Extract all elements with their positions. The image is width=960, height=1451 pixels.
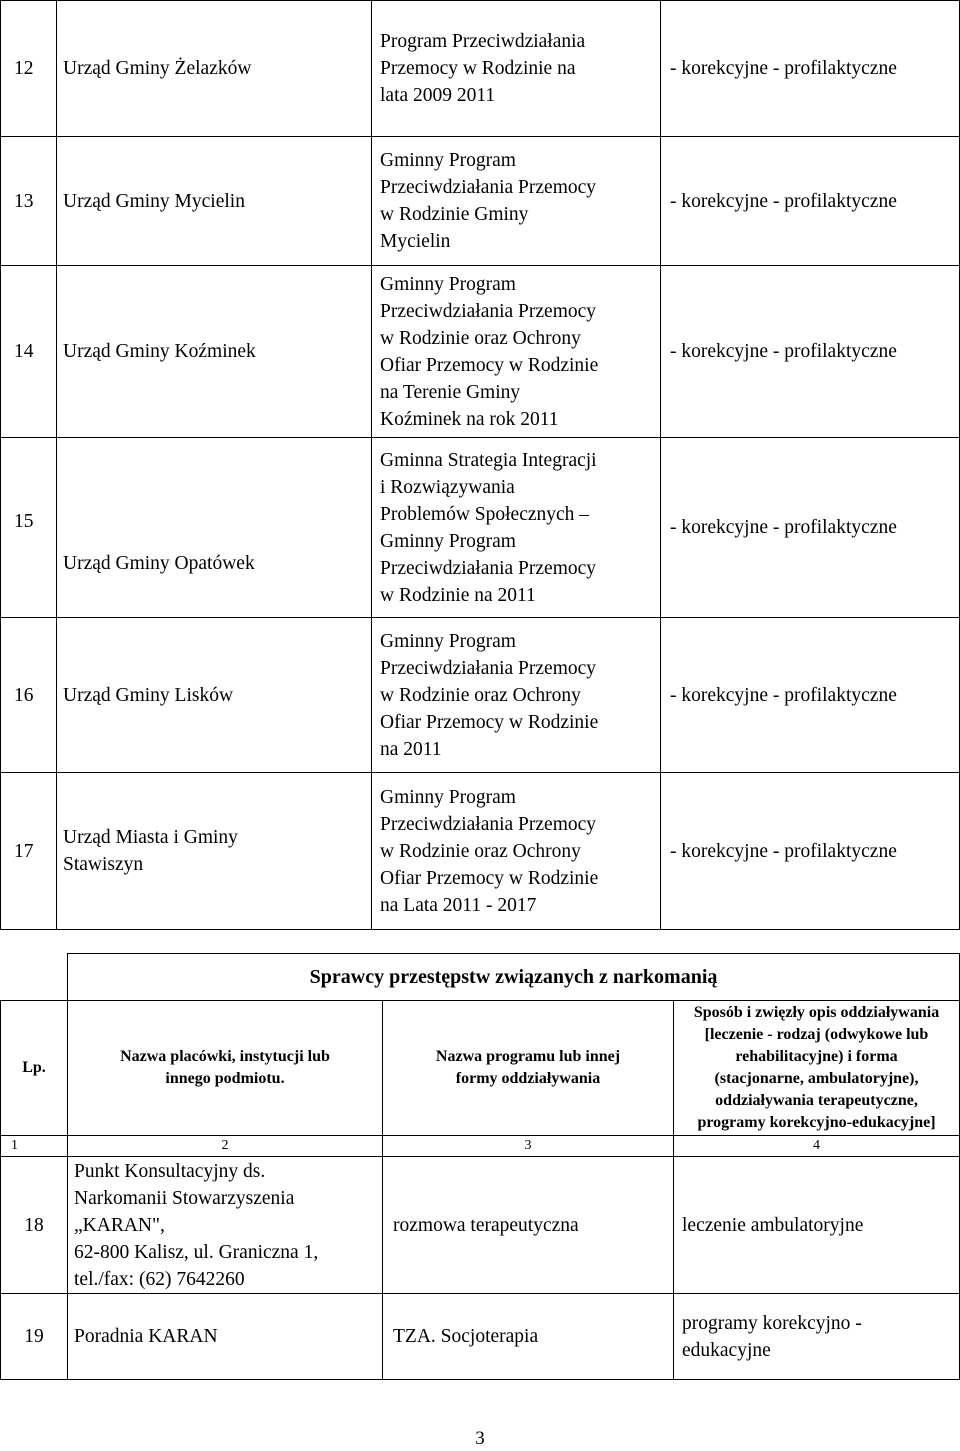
- header-program: [383, 1001, 674, 1136]
- table-row: [1, 137, 960, 266]
- text-line: edukacyjne: [682, 1339, 771, 1361]
- text-line: i Rozwiązywania: [380, 476, 515, 498]
- row-number: 16: [1, 618, 57, 773]
- text-line: programy korekcyjno -: [682, 1312, 862, 1334]
- text-line: w Rodzinie oraz Ochrony: [380, 840, 581, 862]
- text-line: na Lata 2011 - 2017: [380, 894, 537, 916]
- text-line: oddziaływania terapeutyczne,: [715, 1092, 918, 1109]
- text-line: rehabilitacyjne) i forma: [735, 1048, 898, 1065]
- text-line: Urząd Miasta i Gminy: [63, 827, 238, 848]
- text-line: Gminny Program: [380, 530, 516, 552]
- text-line: Urząd Gminy Lisków: [63, 684, 234, 706]
- text-line: lata 2009 2011: [380, 85, 496, 106]
- text-line: Przemocy w Rodzinie na: [380, 58, 576, 79]
- program-name: [372, 137, 661, 266]
- text-line: tel./fax: (62) 7642260: [74, 1268, 245, 1290]
- text-line: Gminny Program: [380, 150, 516, 171]
- text-line: w Rodzinie Gminy: [380, 204, 529, 225]
- intervention-form: - korekcyjne - profilaktyczne: [661, 438, 960, 618]
- header-form: [674, 1001, 960, 1136]
- intervention-form: - korekcyjne - profilaktyczne: [661, 137, 960, 266]
- text-line: Koźminek na rok 2011: [380, 408, 559, 430]
- institution-name: [57, 773, 372, 930]
- blank-cell: [1, 954, 68, 1001]
- text-line: formy oddziaływania: [455, 1070, 601, 1087]
- text-line: 62-800 Kalisz, ul. Graniczna 1,: [74, 1241, 319, 1263]
- intervention-form: [674, 1294, 960, 1380]
- program-name: [383, 1294, 674, 1380]
- text-line: Przeciwdziałania Przemocy: [380, 813, 597, 835]
- column-number: 2: [68, 1136, 383, 1157]
- text-line: Problemów Społecznych –: [380, 503, 590, 525]
- text-line: w Rodzinie na 2011: [380, 584, 536, 606]
- column-number: 3: [383, 1136, 674, 1157]
- intervention-form: - korekcyjne - profilaktyczne: [661, 773, 960, 930]
- program-name: [372, 773, 661, 930]
- table-row: [1, 1294, 960, 1380]
- text-line: Ofiar Przemocy w Rodzinie: [380, 711, 599, 733]
- intervention-form: - korekcyjne - profilaktyczne: [661, 1, 960, 137]
- institution-name: [57, 438, 372, 618]
- column-number: 4: [674, 1136, 960, 1157]
- text-line: na Terenie Gminy: [380, 381, 521, 403]
- intervention-form: - korekcyjne - profilaktyczne: [661, 266, 960, 438]
- text-line: Nazwa programu lub innej: [435, 1048, 621, 1065]
- program-name: [383, 1157, 674, 1294]
- text-line: Gminny Program: [380, 630, 516, 652]
- text-line: TZA. Socjoterapia: [393, 1326, 539, 1347]
- text-line: Urząd Gminy Żelazków: [63, 58, 252, 79]
- text-line: [leczenie - rodzaj (odwykowe lub: [704, 1026, 929, 1043]
- row-number: 14: [1, 266, 57, 438]
- table-title-row: [1, 954, 960, 1001]
- row-number: 18: [1, 1157, 68, 1294]
- text-line: Przeciwdziałania Przemocy: [380, 300, 597, 322]
- text-line: „KARAN",: [74, 1214, 165, 1236]
- row-number: 15: [1, 438, 57, 618]
- table-row: [1, 1, 960, 137]
- program-name: [372, 1, 661, 137]
- table-row: [1, 1157, 960, 1294]
- text-line: programy korekcyjno-edukacyjne]: [697, 1114, 936, 1131]
- text-line: Narkomanii Stowarzyszenia: [74, 1187, 295, 1209]
- text-line: Punkt Konsultacyjny ds.: [74, 1160, 266, 1182]
- program-name: [372, 438, 661, 618]
- text-line: Program Przeciwdziałania: [380, 31, 586, 52]
- text-line: Gminna Strategia Integracji: [380, 449, 597, 471]
- text-line: Gminny Program: [380, 786, 516, 808]
- text-line: (stacjonarne, ambulatoryjne),: [714, 1070, 919, 1087]
- text-line: Ofiar Przemocy w Rodzinie: [380, 354, 599, 376]
- text-line: Nazwa placówki, instytucji lub: [120, 1048, 330, 1065]
- table-row: [1, 618, 960, 773]
- text-line: Przeciwdziałania Przemocy: [380, 657, 597, 679]
- text-line: Gminny Program: [380, 273, 516, 295]
- table-row: [1, 773, 960, 930]
- row-number: 12: [1, 1, 57, 137]
- text-line: Przeciwdziałania Przemocy: [380, 557, 597, 579]
- text-line: Przeciwdziałania Przemocy: [380, 177, 597, 198]
- text-line: innego podmiotu.: [165, 1070, 285, 1087]
- text-line: w Rodzinie oraz Ochrony: [380, 327, 581, 349]
- header-row: [1, 1001, 960, 1136]
- column-number-row: [1, 1136, 960, 1157]
- text-line: Urząd Gminy Mycielin: [63, 190, 245, 212]
- text-line: Sposób i zwięzły opis oddziaływania: [693, 1004, 940, 1021]
- program-name: [372, 618, 661, 773]
- text-line: na 2011: [380, 738, 442, 760]
- row-number: 17: [1, 773, 57, 930]
- text-line: Urząd Gminy Koźminek: [63, 341, 256, 362]
- column-number: 1: [1, 1136, 68, 1157]
- text-line: Urząd Gminy Opatówek: [63, 553, 255, 574]
- intervention-form: [674, 1157, 960, 1294]
- institution-name: [57, 266, 372, 438]
- text-line: Mycielin: [380, 231, 451, 252]
- row-number: 13: [1, 137, 57, 266]
- table-title: Sprawcy przestępstw związanych z narkomanią: [68, 954, 960, 1001]
- institution-name: [68, 1157, 383, 1294]
- row-number: 19: [1, 1294, 68, 1380]
- page-number: 3: [475, 1428, 485, 1449]
- narcotics-offenders-table: [0, 953, 960, 1380]
- institution-name: [68, 1294, 383, 1380]
- institution-name: [57, 618, 372, 773]
- intervention-form: - korekcyjne - profilaktyczne: [661, 618, 960, 773]
- text-line: w Rodzinie oraz Ochrony: [380, 684, 581, 706]
- text-line: rozmowa terapeutyczna: [393, 1214, 579, 1236]
- text-line: Stawiszyn: [63, 854, 144, 875]
- text-line: leczenie ambulatoryjne: [682, 1214, 864, 1236]
- header-lp: Lp.: [1, 1001, 68, 1136]
- table-row: [1, 266, 960, 438]
- program-name: [372, 266, 661, 438]
- table-row: [1, 438, 960, 618]
- text-line: Poradnia KARAN: [74, 1326, 218, 1347]
- institution-name: [57, 137, 372, 266]
- institution-name: [57, 1, 372, 137]
- text-line: Ofiar Przemocy w Rodzinie: [380, 867, 599, 889]
- header-institution: [68, 1001, 383, 1136]
